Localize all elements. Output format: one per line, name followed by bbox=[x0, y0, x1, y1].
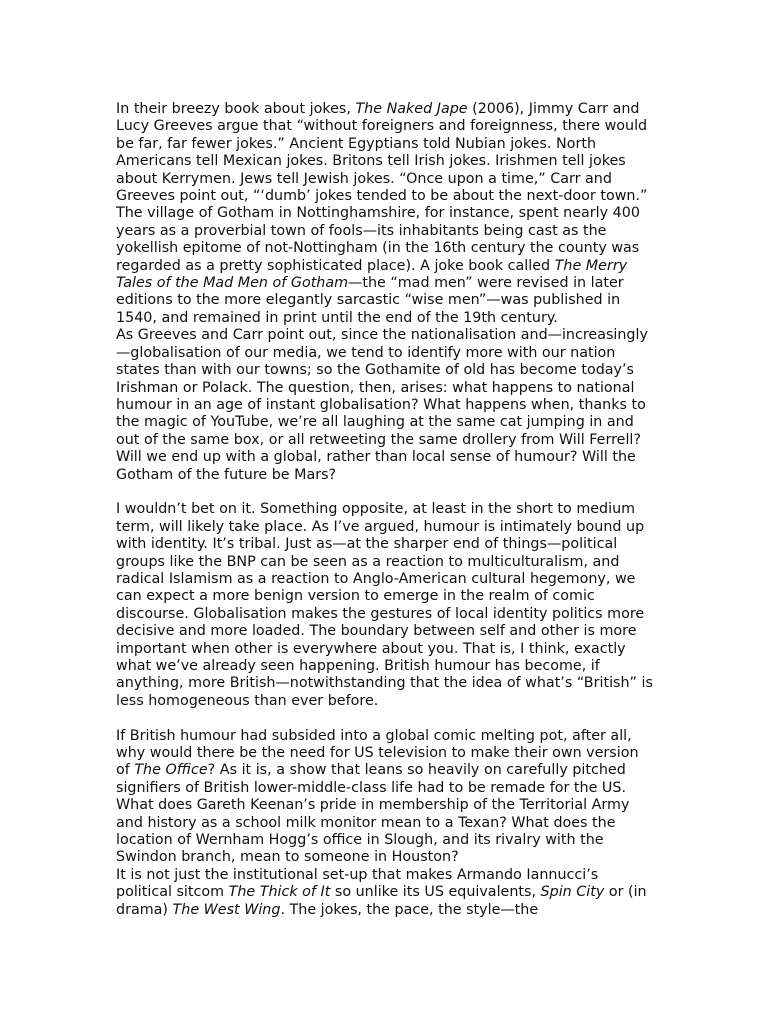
show-title: Spin City bbox=[540, 884, 605, 901]
text-run: —the “mad men” were revised in later editions to the more elegantly sarcastic “wise men”—was published in 1540, and remained in print until the end of the 19th century. bbox=[116, 275, 624, 326]
show-title: The West Wing bbox=[172, 901, 281, 918]
book-title: The Merry Tales of the Mad Men of Gotham bbox=[116, 257, 628, 292]
text-run: . The jokes, the pace, the style—the bbox=[280, 901, 539, 918]
document-page bbox=[116, 101, 656, 919]
text-run: I wouldn’t bet on it. Something opposite, at least in the short to medium term, will likely take place. As I’ve argued, humour is intimately bound up with identity. It’s tribal. Just as—at the sharper end of things—political groups like the BNP can be seen as a reaction to multiculturalism, and radical Islamism as a reaction to Anglo-American cultural hegemony, we can expect a more benign version to emerge in the realm of comic discourse. Globalisation makes the gestures of local identity politics more decisive and more loaded. The boundary between self and other is more important when other is everywhere about you. That is, I think, exactly what we’ve already seen happening. British humour has become, if anything, more British—notwithstanding that the idea of what’s “British” is less homogeneous than ever before. bbox=[116, 501, 653, 709]
paragraph-spacer bbox=[116, 710, 656, 727]
text-run: In their breezy book about jokes, bbox=[116, 101, 356, 117]
paragraph-identity bbox=[116, 501, 656, 710]
show-title: The Office bbox=[134, 762, 208, 779]
book-title: The Naked Jape bbox=[355, 101, 468, 117]
show-title: The Thick of It bbox=[228, 884, 331, 901]
text-run: or (in drama) bbox=[116, 884, 647, 918]
paragraph-spacer bbox=[116, 484, 656, 501]
paragraph-thick-of-it bbox=[116, 867, 656, 919]
text-run: As Greeves and Carr point out, since the nationalisation and—increasingly—globalisation of our media, we tend to identify more with our nation states than with our towns; so the Gothamite of old has become today’s Irishman or Polack. The question, then, arises: what happens to national humour in an age of instant globalisation? What happens when, thanks to the magic of YouTube, we’re all laughing at the same cat jumping in and out of the same box, or all retweeting the same drollery from Will Ferrell? Will we end up with a global, rather than local sense of humour? Will the Gotham of the future be Mars? bbox=[116, 327, 648, 483]
text-run: so unlike its US equivalents, bbox=[330, 884, 541, 901]
text-run: (2006), Jimmy Carr and Lucy Greeves argue that “without foreigners and foreignness, there would be far, far fewer jokes.” Ancient Egyptians told Nubian jokes. North Americans tell Mexican jokes. Britons tell Irish jokes. Irishmen tell jokes about Kerrymen. Jews tell Jewish jokes. “Once upon a time,” Carr and Greeves point out, “‘dumb’ jokes tended to be about the next-door town.” The village of Gotham in Nottinghamshire, for instance, spent nearly 400 years as a proverbial town of fools—its inhabitants being cast as the yokellish epitome of not-Nottingham (in the 16th century the county was regarded as a pretty sophisticated place). A joke book called bbox=[116, 101, 648, 274]
paragraph-naked-jape bbox=[116, 101, 656, 327]
text-run: It is not just the institutional set-up that makes Armando Iannucci’s political sitcom bbox=[116, 866, 599, 901]
paragraph-globalisation bbox=[116, 327, 656, 484]
text-run: ? As it is, a show that leans so heavily on carefully pitched signifiers of British lower-middle-class life had to be remade for the US. What does Gareth Keenan’s pride in membership of the Territorial Army and history as a school milk monitor mean to a Texan? What does the location of Wernham Hogg’s office in Slough, and its rivalry with the Swindon branch, mean to someone in Houston? bbox=[116, 762, 630, 866]
text-run: If British humour had subsided into a global comic melting pot, after all, why would there be the need for US television to make their own version of bbox=[116, 727, 639, 779]
paragraph-the-office bbox=[116, 728, 656, 867]
